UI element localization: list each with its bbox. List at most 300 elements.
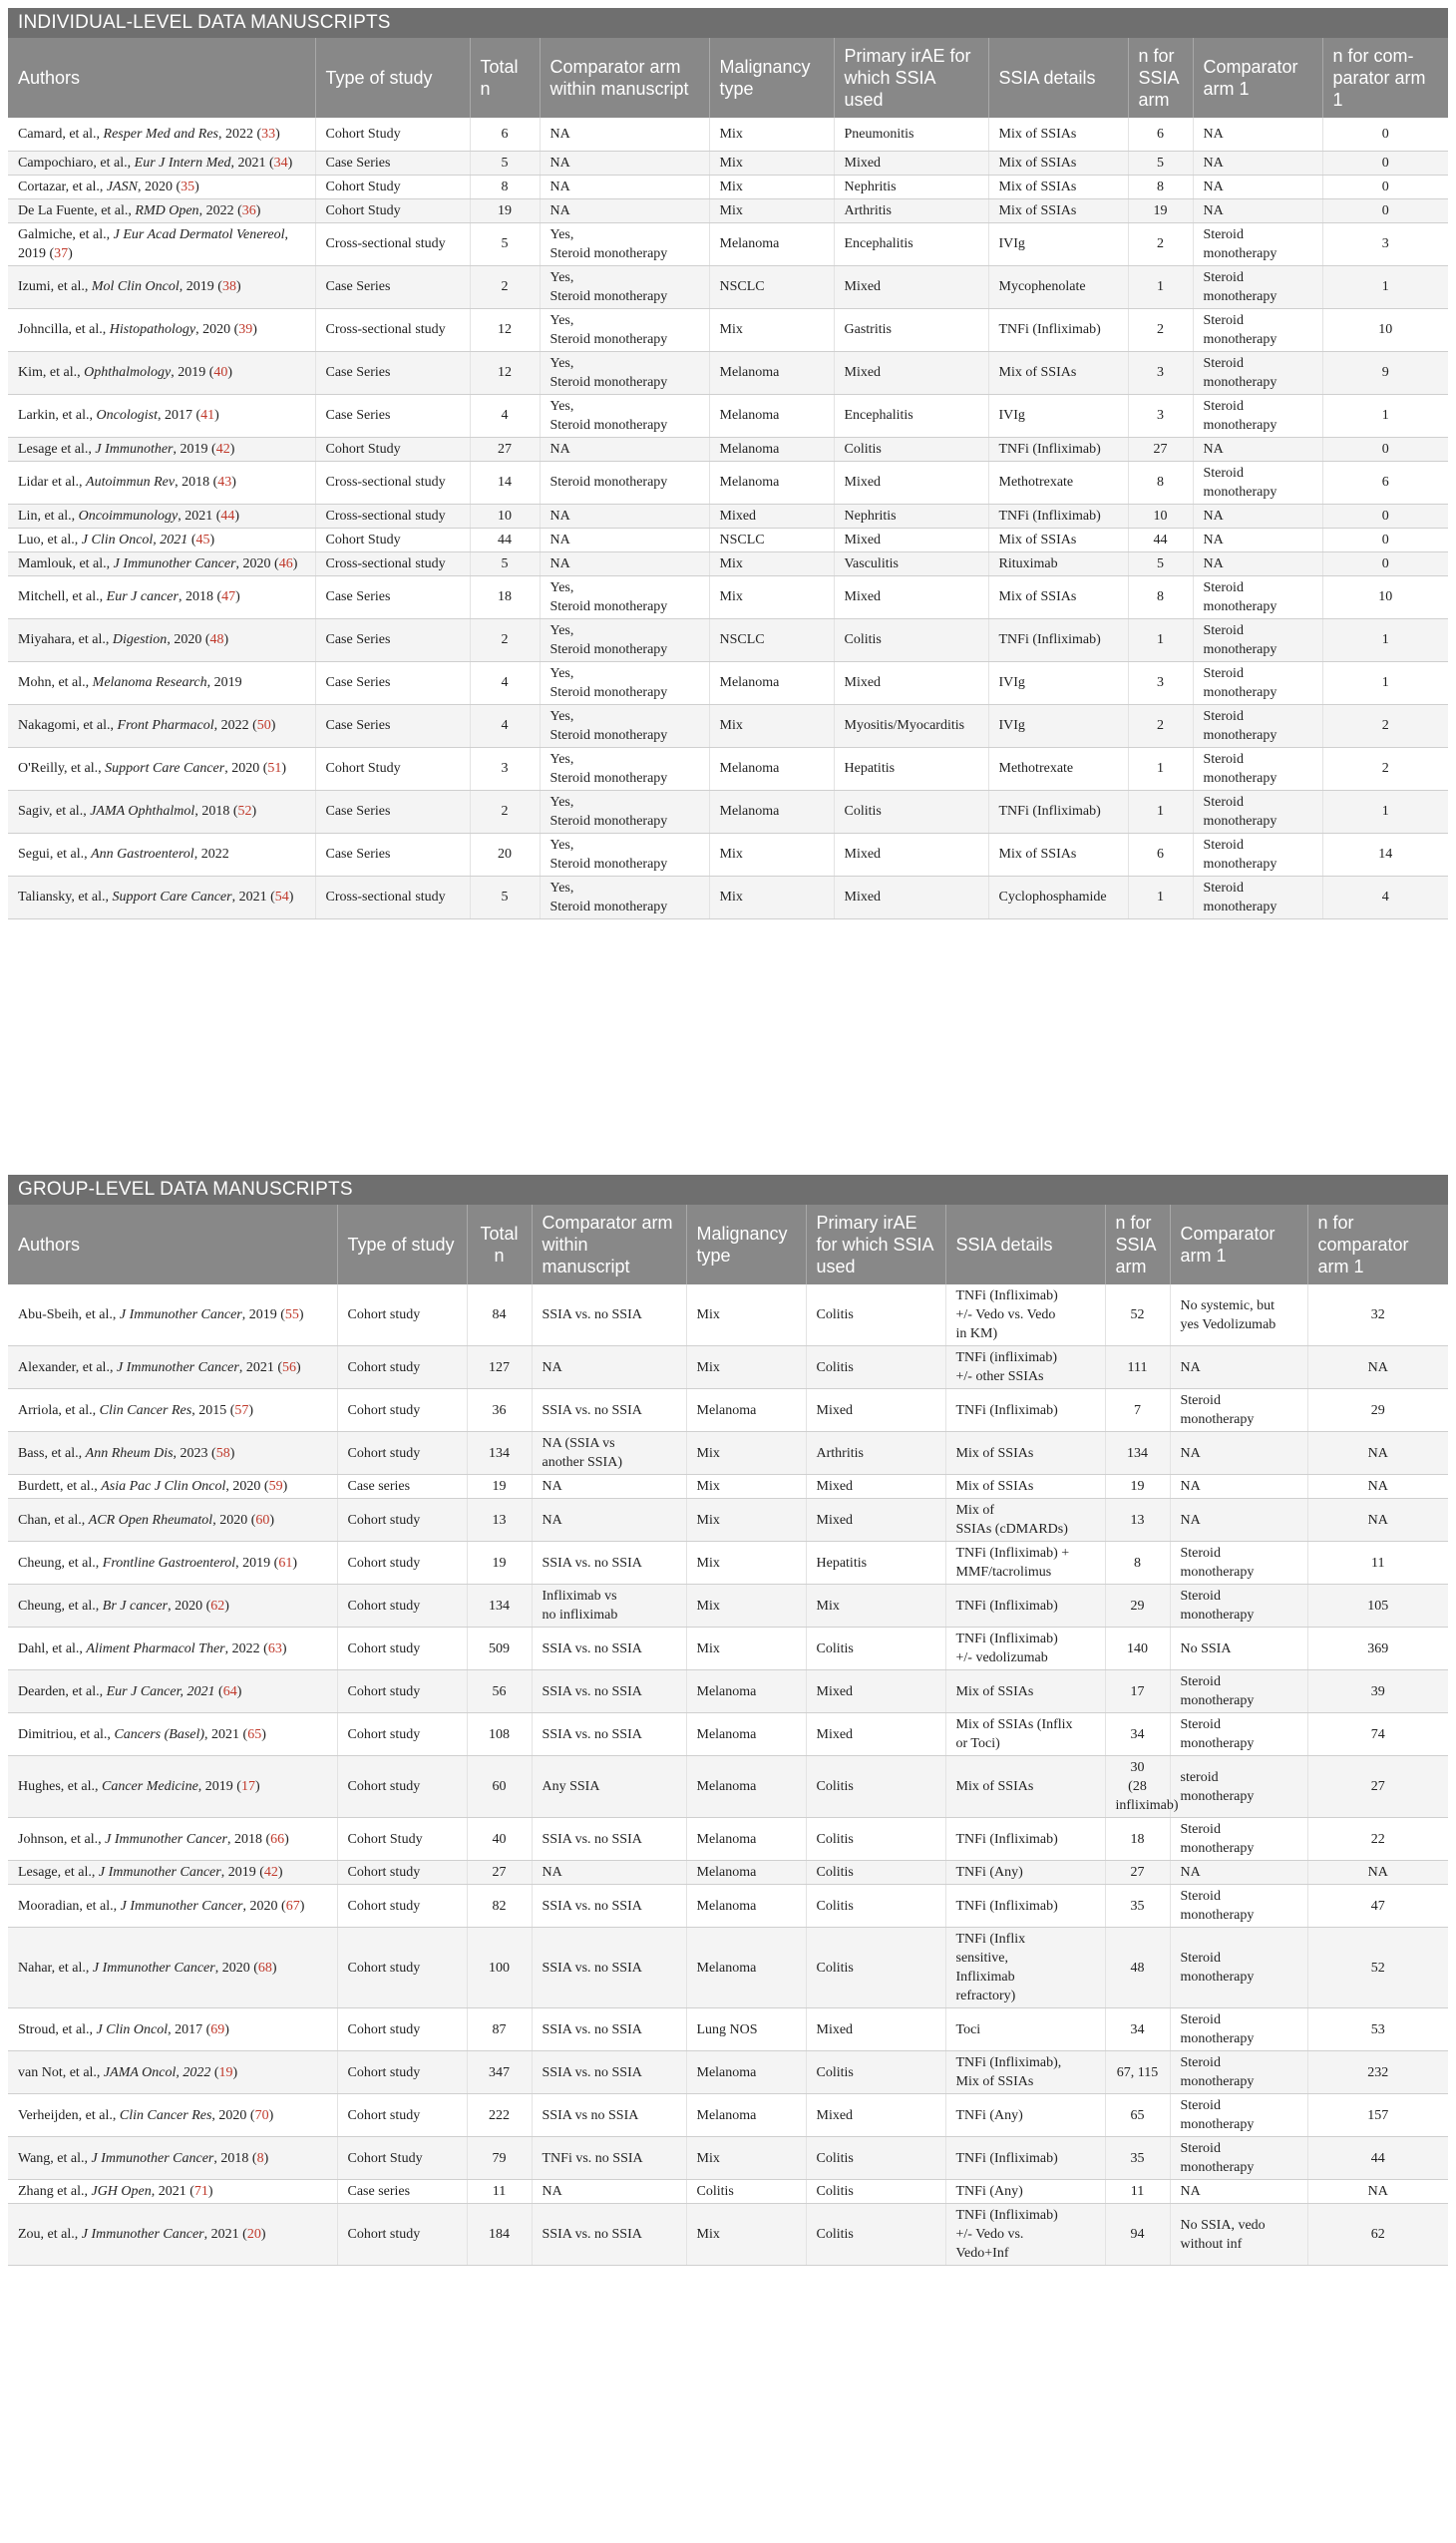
- journal-name: Front Pharmacol: [117, 718, 214, 733]
- column-header: n for com-parator arm 1: [1322, 38, 1448, 118]
- cell-nssia: 65: [1105, 2094, 1170, 2137]
- author-year: , 2020 (: [168, 1598, 211, 1614]
- citation-ref: 59: [268, 1479, 283, 1494]
- citation-ref: 42: [263, 1865, 278, 1880]
- cell-type: Cohort study: [337, 1756, 467, 1818]
- cell-type: Cohort study: [337, 1670, 467, 1713]
- cell-type: Cohort Study: [315, 528, 470, 551]
- cell-narm1: 1: [1322, 618, 1448, 661]
- citation-ref: 63: [267, 1640, 282, 1656]
- author-year: , 2020 (: [195, 322, 239, 337]
- cell-comp: SSIA vs. no SSIA: [532, 1713, 686, 1756]
- author-year: , 2022 (: [198, 202, 242, 218]
- citation-ref: 68: [257, 1960, 272, 1976]
- cell-arm1: NA: [1193, 151, 1322, 175]
- cell-ssia: Cyclophosphamide: [988, 876, 1128, 918]
- cell-irae: Colitis: [834, 790, 988, 833]
- author-year: , 2015 (: [191, 1402, 235, 1418]
- journal-name: Ann Rheum Dis: [85, 1445, 174, 1461]
- citation-close: ): [292, 1555, 297, 1571]
- column-header: Malignancy type: [686, 1205, 806, 1284]
- cell-malig: Mix: [709, 833, 834, 876]
- cell-malig: Mixed: [709, 504, 834, 528]
- cell-narm1: 0: [1322, 151, 1448, 175]
- cell-comp: TNFi vs. no SSIA: [532, 2137, 686, 2180]
- author-year: , 2022 (: [213, 718, 257, 733]
- cell-narm1: 157: [1307, 2094, 1448, 2137]
- cell-ssia: TNFi (Any): [945, 1861, 1105, 1885]
- journal-name: JGH Open: [91, 2184, 152, 2199]
- cell-ssia: Mix of SSIAs: [945, 1475, 1105, 1499]
- cell-ssia: TNFi (Infliximab) +/- Vedo vs. Vedo+Inf: [945, 2204, 1105, 2266]
- cell-malig: Mix: [686, 1475, 806, 1499]
- cell-arm1: Steroid monotherapy: [1170, 1389, 1307, 1432]
- journal-name: Support Care Cancer: [112, 890, 232, 905]
- cell-type: Cohort Study: [337, 2137, 467, 2180]
- cell-ssia: TNFi (Infliximab): [988, 618, 1128, 661]
- cell-nssia: 67, 115: [1105, 2051, 1170, 2094]
- cell-type: Case Series: [315, 394, 470, 437]
- cell-n: 6: [470, 118, 540, 151]
- citation-close: ): [248, 1402, 254, 1418]
- journal-name: Eur J Intern Med: [134, 155, 231, 171]
- cell-irae: Hepatitis: [806, 1542, 945, 1585]
- cell-narm1: 32: [1307, 1284, 1448, 1346]
- cell-irae: Mixed: [834, 528, 988, 551]
- author-cell: [8, 351, 315, 394]
- author-name: Zhang et al.,: [18, 2184, 92, 2199]
- cell-malig: Melanoma: [686, 1928, 806, 2008]
- cell-comp: Yes, Steroid monotherapy: [540, 265, 709, 308]
- cell-ssia: Mix of SSIAs: [945, 1432, 1105, 1475]
- citation-close: ): [260, 2227, 266, 2242]
- cell-type: Cohort study: [337, 1499, 467, 1542]
- citation-ref: 69: [210, 2021, 225, 2037]
- cell-nssia: 1: [1128, 747, 1193, 790]
- cell-n: 509: [467, 1628, 532, 1670]
- citation-close: ): [282, 1479, 288, 1494]
- cell-narm1: 0: [1322, 437, 1448, 461]
- cell-n: 222: [467, 2094, 532, 2137]
- citation-ref: 41: [200, 408, 215, 423]
- cell-irae: Mixed: [834, 461, 988, 504]
- table-row: [8, 1756, 1448, 1818]
- cell-comp: NA: [532, 1861, 686, 1885]
- cell-arm1: NA: [1193, 175, 1322, 198]
- citation-close: ): [292, 555, 298, 571]
- citation-ref: 8: [256, 2150, 264, 2166]
- cell-comp: SSIA vs. no SSIA: [532, 1284, 686, 1346]
- cell-malig: Mix: [709, 118, 834, 151]
- journal-name: Histopathology: [109, 322, 196, 337]
- column-header: n for SSIA arm: [1105, 1205, 1170, 1284]
- citation-ref: 38: [221, 279, 236, 294]
- cell-malig: Melanoma: [709, 437, 834, 461]
- author-name: Kim, et al.,: [18, 365, 85, 380]
- column-header: Total n: [467, 1205, 532, 1284]
- cell-irae: Vasculitis: [834, 551, 988, 575]
- cell-nssia: 6: [1128, 833, 1193, 876]
- cell-arm1: NA: [1193, 528, 1322, 551]
- cell-narm1: 369: [1307, 1628, 1448, 1670]
- author-name: Lidar et al.,: [18, 475, 87, 490]
- cell-type: Cohort study: [337, 1585, 467, 1628]
- cell-nssia: 34: [1105, 1713, 1170, 1756]
- journal-name: Ann Gastroenterol: [91, 847, 194, 862]
- cell-narm1: 6: [1322, 461, 1448, 504]
- cell-narm1: 0: [1322, 504, 1448, 528]
- journal-name: Digestion: [112, 632, 168, 647]
- cell-n: 134: [467, 1432, 532, 1475]
- author-cell: [8, 308, 315, 351]
- journal-name: J Immunother Cancer: [91, 2150, 214, 2166]
- cell-narm1: 105: [1307, 1585, 1448, 1628]
- author-year: (: [214, 1683, 223, 1699]
- cell-irae: Mixed: [834, 265, 988, 308]
- cell-narm1: NA: [1307, 1499, 1448, 1542]
- author-year: , 2018 (: [175, 475, 218, 490]
- journal-name: Clin Cancer Res: [119, 2107, 212, 2123]
- author-year: , 2017 (: [168, 2021, 211, 2037]
- author-cell: [8, 618, 315, 661]
- journal-name: J Immunother Cancer: [105, 1831, 227, 1847]
- cell-narm1: 14: [1322, 833, 1448, 876]
- author-cell: [8, 1499, 337, 1542]
- citation-ref: 34: [273, 155, 288, 171]
- cell-comp: SSIA vs. no SSIA: [532, 1389, 686, 1432]
- journal-name: J Immunother Cancer: [116, 1359, 239, 1375]
- cell-narm1: 232: [1307, 2051, 1448, 2094]
- cell-n: 100: [467, 1928, 532, 2008]
- cell-comp: NA: [532, 1475, 686, 1499]
- column-header: Authors: [8, 38, 315, 118]
- author-year: , 2020 (: [137, 179, 182, 194]
- cell-type: Case series: [337, 1475, 467, 1499]
- cell-ssia: Toci: [945, 2008, 1105, 2051]
- cell-ssia: IVIg: [988, 661, 1128, 704]
- cell-ssia: Mix of SSIAs: [988, 175, 1128, 198]
- column-header: n for SSIA arm: [1128, 38, 1193, 118]
- citation-close: ): [235, 279, 241, 294]
- column-header: Comparator arm within manuscript: [532, 1205, 686, 1284]
- cell-nssia: 8: [1105, 1542, 1170, 1585]
- table-row: [8, 2051, 1448, 2094]
- cell-ssia: TNFi (infliximab) +/- other SSIAs: [945, 1346, 1105, 1389]
- cell-nssia: 3: [1128, 394, 1193, 437]
- cell-arm1: NA: [1193, 504, 1322, 528]
- cell-narm1: 2: [1322, 747, 1448, 790]
- cell-comp: Yes, Steroid monotherapy: [540, 704, 709, 747]
- section-title: INDIVIDUAL-LEVEL DATA MANUSCRIPTS: [8, 8, 1448, 38]
- cell-type: Cohort Study: [315, 437, 470, 461]
- cell-nssia: 8: [1128, 461, 1193, 504]
- author-name: van Not, et al.,: [18, 2064, 104, 2080]
- author-year: (: [187, 532, 196, 547]
- author-cell: [8, 437, 315, 461]
- cell-ssia: Mycophenolate: [988, 265, 1128, 308]
- citation-close: ): [299, 1898, 305, 1914]
- cell-n: 4: [470, 661, 540, 704]
- cell-arm1: Steroid monotherapy: [1193, 461, 1322, 504]
- cell-n: 4: [470, 704, 540, 747]
- cell-arm1: NA: [1193, 198, 1322, 222]
- cell-type: Cohort study: [337, 1928, 467, 2008]
- cell-ssia: Mix of SSIAs: [988, 528, 1128, 551]
- author-name: Johncilla, et al.,: [18, 322, 110, 337]
- table-row: [8, 437, 1448, 461]
- cell-malig: Mix: [686, 1542, 806, 1585]
- cell-arm1: Steroid monotherapy: [1193, 790, 1322, 833]
- journal-name: Aliment Pharmacol Ther: [86, 1640, 225, 1656]
- cell-malig: Mix: [709, 308, 834, 351]
- table-row: [8, 504, 1448, 528]
- cell-malig: Mix: [709, 876, 834, 918]
- cell-nssia: 10: [1128, 504, 1193, 528]
- cell-n: 5: [470, 151, 540, 175]
- cell-narm1: 2: [1322, 704, 1448, 747]
- author-cell: [8, 704, 315, 747]
- cell-malig: Melanoma: [686, 1389, 806, 1432]
- table-row: [8, 265, 1448, 308]
- cell-narm1: 3: [1322, 222, 1448, 265]
- author-cell: [8, 394, 315, 437]
- citation-close: ): [288, 890, 294, 905]
- author-name: Lesage, et al.,: [18, 1865, 99, 1880]
- individual-section-title-row: [8, 8, 1448, 38]
- citation-close: ): [194, 179, 199, 194]
- citation-close: ): [251, 804, 257, 819]
- cell-type: Case Series: [315, 618, 470, 661]
- cell-arm1: Steroid monotherapy: [1170, 2137, 1307, 2180]
- cell-ssia: Mix of SSIAs: [988, 351, 1128, 394]
- author-year: , 2023 (: [173, 1445, 216, 1461]
- cell-irae: Mixed: [806, 2094, 945, 2137]
- cell-type: Case Series: [315, 833, 470, 876]
- citation-close: ): [232, 2064, 238, 2080]
- journal-name: J Immunother Cancer: [81, 2227, 204, 2242]
- cell-malig: Melanoma: [686, 1885, 806, 1928]
- cell-malig: Melanoma: [709, 661, 834, 704]
- cell-type: Cohort Study: [315, 118, 470, 151]
- author-year: , 2019 (: [197, 1779, 241, 1794]
- citation-close: ): [214, 408, 219, 423]
- cell-comp: NA: [532, 1499, 686, 1542]
- cell-arm1: Steroid monotherapy: [1170, 1542, 1307, 1585]
- cell-narm1: 10: [1322, 575, 1448, 618]
- cell-irae: Colitis: [806, 1861, 945, 1885]
- author-year: , 2021 (: [231, 890, 275, 905]
- cell-ssia: TNFi (Infliximab): [988, 790, 1128, 833]
- author-cell: [8, 1432, 337, 1475]
- author-year: , 2020 (: [167, 632, 210, 647]
- citation-ref: 33: [261, 126, 276, 142]
- cell-nssia: 2: [1128, 222, 1193, 265]
- cell-arm1: Steroid monotherapy: [1193, 661, 1322, 704]
- author-name: Luo, et al.,: [18, 532, 82, 547]
- cell-n: 27: [470, 437, 540, 461]
- author-year: , 2020 (: [224, 761, 268, 776]
- column-header: Primary irAE for which SSIA used: [834, 38, 988, 118]
- cell-irae: Mixed: [834, 661, 988, 704]
- cell-arm1: Steroid monotherapy: [1170, 2094, 1307, 2137]
- cell-irae: Mixed: [834, 833, 988, 876]
- cell-type: Cohort study: [337, 2204, 467, 2266]
- cell-nssia: 52: [1105, 1284, 1170, 1346]
- author-cell: [8, 2137, 337, 2180]
- author-cell: [8, 575, 315, 618]
- cell-irae: Mixed: [834, 575, 988, 618]
- cell-arm1: Steroid monotherapy: [1193, 222, 1322, 265]
- cell-n: 12: [470, 351, 540, 394]
- author-year: , 2019: [206, 675, 242, 690]
- cell-ssia: TNFi (Infliximab), Mix of SSIAs: [945, 2051, 1105, 2094]
- cell-n: 127: [467, 1346, 532, 1389]
- cell-nssia: 2: [1128, 704, 1193, 747]
- cell-n: 4: [470, 394, 540, 437]
- author-name: Dahl, et al.,: [18, 1640, 87, 1656]
- cell-comp: Yes, Steroid monotherapy: [540, 394, 709, 437]
- cell-ssia: TNFi (Infliximab): [988, 437, 1128, 461]
- citation-ref: 58: [215, 1445, 230, 1461]
- cell-comp: SSIA vs. no SSIA: [532, 1885, 686, 1928]
- cell-comp: NA: [540, 528, 709, 551]
- cell-ssia: Methotrexate: [988, 461, 1128, 504]
- citation-ref: 44: [220, 508, 235, 524]
- cell-type: Cross-sectional study: [315, 461, 470, 504]
- cell-arm1: NA: [1170, 1499, 1307, 1542]
- cell-comp: SSIA vs. no SSIA: [532, 2204, 686, 2266]
- cell-comp: Yes, Steroid monotherapy: [540, 222, 709, 265]
- author-year: , 2020 (: [235, 555, 279, 571]
- citation-close: ): [287, 155, 293, 171]
- column-header: n for comparator arm 1: [1307, 1205, 1448, 1284]
- cell-narm1: 0: [1322, 528, 1448, 551]
- author-cell: [8, 1346, 337, 1389]
- table-row: [8, 461, 1448, 504]
- cell-ssia: TNFi (Any): [945, 2180, 1105, 2204]
- cell-type: Cross-sectional study: [315, 551, 470, 575]
- cell-comp: Infliximab vs no infliximab: [532, 1585, 686, 1628]
- cell-ssia: TNFi (Infliximab) +/- Vedo vs. Vedo in KM): [945, 1284, 1105, 1346]
- cell-malig: Mix: [686, 1346, 806, 1389]
- journal-name: Eur J cancer: [106, 589, 179, 604]
- cell-type: Case Series: [315, 575, 470, 618]
- citation-close: ): [68, 245, 73, 261]
- cell-n: 5: [470, 222, 540, 265]
- cell-narm1: 47: [1307, 1885, 1448, 1928]
- cell-nssia: 35: [1105, 2137, 1170, 2180]
- journal-name: Clin Cancer Res: [99, 1402, 192, 1418]
- cell-arm1: Steroid monotherapy: [1193, 575, 1322, 618]
- cell-comp: NA: [540, 437, 709, 461]
- citation-close: ): [254, 1779, 260, 1794]
- author-name: O'Reilly, et al.,: [18, 761, 106, 776]
- cell-ssia: TNFi (Infliximab): [945, 1389, 1105, 1432]
- cell-n: 134: [467, 1585, 532, 1628]
- cell-ssia: Mix of SSIAs: [988, 833, 1128, 876]
- cell-comp: SSIA vs. no SSIA: [532, 2051, 686, 2094]
- author-cell: [8, 1475, 337, 1499]
- cell-n: 36: [467, 1389, 532, 1432]
- cell-narm1: 11: [1307, 1542, 1448, 1585]
- cell-type: Cross-sectional study: [315, 504, 470, 528]
- author-cell: [8, 661, 315, 704]
- cell-nssia: 3: [1128, 351, 1193, 394]
- cell-nssia: 34: [1105, 2008, 1170, 2051]
- cell-arm1: No SSIA, vedo without inf: [1170, 2204, 1307, 2266]
- author-name: Cheung, et al.,: [18, 1598, 103, 1614]
- cell-comp: SSIA vs no SSIA: [532, 2094, 686, 2137]
- cell-nssia: 19: [1128, 198, 1193, 222]
- author-name: Nakagomi, et al.,: [18, 718, 118, 733]
- cell-n: 2: [470, 618, 540, 661]
- author-cell: [8, 151, 315, 175]
- cell-type: Case Series: [315, 151, 470, 175]
- cell-n: 184: [467, 2204, 532, 2266]
- author-cell: [8, 222, 315, 265]
- cell-arm1: Steroid monotherapy: [1170, 1928, 1307, 2008]
- column-header: SSIA details: [945, 1205, 1105, 1284]
- cell-n: 79: [467, 2137, 532, 2180]
- cell-ssia: Mix of SSIAs: [988, 151, 1128, 175]
- cell-malig: Mix: [686, 1628, 806, 1670]
- author-year: , 2021 (: [151, 2184, 194, 2199]
- author-name: Larkin, et al.,: [18, 408, 97, 423]
- cell-n: 347: [467, 2051, 532, 2094]
- author-cell: [8, 175, 315, 198]
- journal-name: J Immunother Cancer: [113, 555, 236, 571]
- cell-comp: Yes, Steroid monotherapy: [540, 790, 709, 833]
- author-name: De La Fuente, et al.,: [18, 202, 136, 218]
- cell-arm1: Steroid monotherapy: [1170, 1885, 1307, 1928]
- cell-malig: Melanoma: [686, 1756, 806, 1818]
- cell-comp: Yes, Steroid monotherapy: [540, 661, 709, 704]
- citation-ref: 40: [213, 365, 228, 380]
- cell-nssia: 1: [1128, 265, 1193, 308]
- cell-ssia: TNFi (Infliximab): [945, 2137, 1105, 2180]
- cell-n: 60: [467, 1756, 532, 1818]
- cell-arm1: NA: [1193, 437, 1322, 461]
- table-row: [8, 1713, 1448, 1756]
- cell-comp: Yes, Steroid monotherapy: [540, 351, 709, 394]
- citation-close: ): [281, 761, 287, 776]
- cell-malig: NSCLC: [709, 528, 834, 551]
- cell-arm1: steroid monotherapy: [1170, 1756, 1307, 1818]
- cell-nssia: 5: [1128, 151, 1193, 175]
- cell-irae: Arthritis: [806, 1432, 945, 1475]
- journal-name: RMD Open: [135, 202, 199, 218]
- author-name: Wang, et al.,: [18, 2150, 92, 2166]
- cell-n: 8: [470, 175, 540, 198]
- author-year: , 2020 (: [212, 1512, 256, 1528]
- column-header: Type of study: [337, 1205, 467, 1284]
- journal-name: Oncoimmunology: [78, 508, 179, 524]
- cell-irae: Colitis: [806, 1756, 945, 1818]
- cell-ssia: Mix of SSIAs: [988, 575, 1128, 618]
- cell-nssia: 5: [1128, 551, 1193, 575]
- citation-close: ): [275, 126, 280, 142]
- cell-arm1: Steroid monotherapy: [1193, 704, 1322, 747]
- cell-nssia: 27: [1105, 1861, 1170, 1885]
- cell-narm1: NA: [1307, 1861, 1448, 1885]
- cell-type: Cohort Study: [337, 1818, 467, 1861]
- author-year: , 2020 (: [242, 1898, 286, 1914]
- table-row: [8, 618, 1448, 661]
- journal-name: ACR Open Rheumatol: [88, 1512, 213, 1528]
- table-row: [8, 308, 1448, 351]
- author-cell: [8, 551, 315, 575]
- journal-name: Cancer Medicine: [101, 1779, 198, 1794]
